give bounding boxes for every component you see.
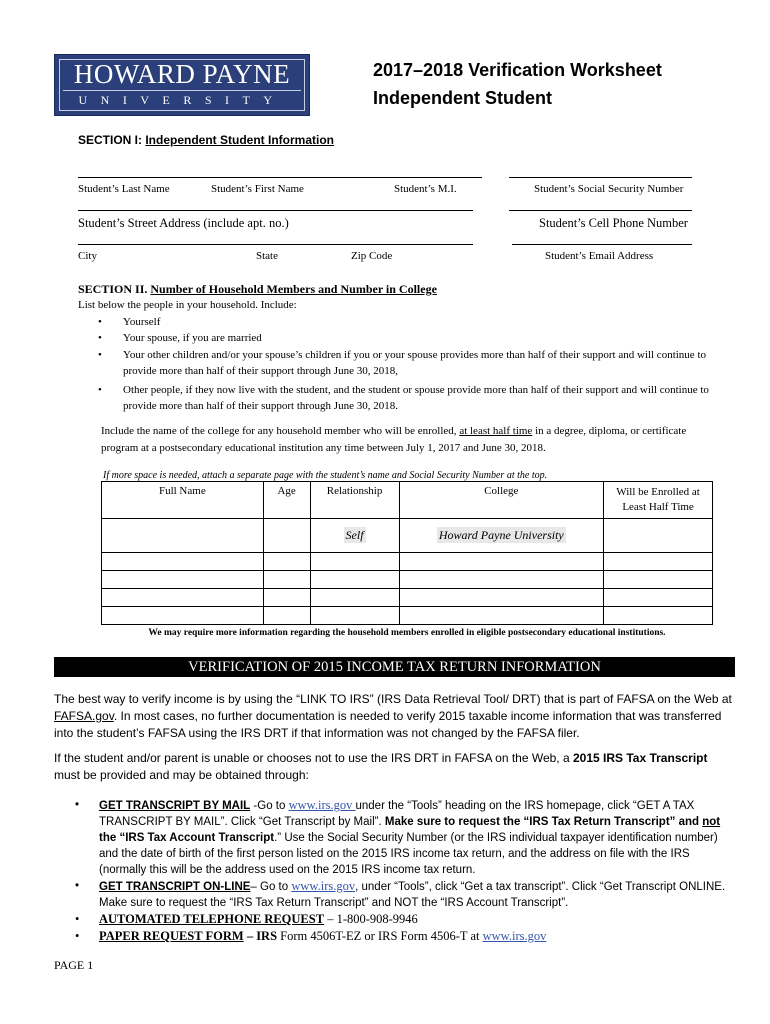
title-line-2: Independent Student <box>373 88 552 108</box>
howard-payne-logo <box>54 54 310 116</box>
cell-full-name[interactable] <box>102 589 264 607</box>
mail-text-c: .” Use the Social Security Number (or the IRS individual taxpayer identification number) and the date of birth of the first person listed on the 2015 IRS income tax return, and the address on file with the IRS (normally this will be the address used on the 2015 IRS income tax return. <box>99 832 718 876</box>
section-1-prefix: SECTION I: <box>78 133 146 147</box>
self-text: Self <box>345 528 364 542</box>
cell-college[interactable] <box>399 589 604 607</box>
cell-age[interactable] <box>263 571 310 589</box>
cell-relationship[interactable] <box>310 589 399 607</box>
last-first-mi-line[interactable] <box>78 177 482 178</box>
cell-label: Student’s Cell Phone Number <box>539 216 688 230</box>
cell-full-name[interactable] <box>102 607 264 625</box>
college-note <box>101 423 716 456</box>
email-label: Student’s Email Address <box>545 250 654 262</box>
section-1-heading <box>78 133 334 147</box>
household-intro: List below the people in your household. Include: <box>78 299 297 311</box>
cell-age[interactable] <box>263 607 310 625</box>
header-full-name: Full Name <box>102 482 264 519</box>
option-paper <box>54 928 734 945</box>
paragraph-transcript <box>54 750 734 784</box>
online-text-b: , under “Tools”, click “Get a tax transcript”. Click “Get Transcript ONLINE. Make sure to request the “IRS Tax Return Transcript” and NOT the “IRS Account Transcript”. <box>99 881 726 909</box>
table-row <box>102 589 713 607</box>
cell-enrolled[interactable] <box>604 519 713 553</box>
header-college: College <box>399 482 604 519</box>
irs-link-paper[interactable]: www.irs.gov <box>482 929 547 943</box>
city-label: City <box>78 250 97 262</box>
bullet-spouse: • Your spouse, if you are married <box>78 330 738 347</box>
mail-bold-2: the “IRS Tax Account Transcript <box>99 832 275 844</box>
online-label: GET TRANSCRIPT ON-LINE <box>99 881 251 893</box>
mail-label: GET TRANSCRIPT BY MAIL <box>99 800 251 812</box>
cell-relationship[interactable] <box>310 607 399 625</box>
phone-label: AUTOMATED TELEPHONE REQUEST <box>99 912 325 926</box>
p2-text-a: If the student and/or parent is unable or chooses not to use the IRS DRT in FAFSA on the Web, a <box>54 751 573 765</box>
paragraph-drt <box>54 691 734 742</box>
p1-text-b: . In most cases, no further documentation is needed to verify 2015 taxable income information that was transferred into the student’s FAFSA using the IRS DRT if that information was not changed by the FAFSA filer. <box>54 709 722 740</box>
p2-transcript-bold: 2015 IRS Tax Transcript <box>572 751 708 765</box>
cell-age[interactable] <box>263 589 310 607</box>
table-row <box>102 519 713 553</box>
page-number: PAGE 1 <box>54 958 94 972</box>
cell-line[interactable] <box>509 210 692 211</box>
household-table <box>101 481 713 625</box>
state-label: State <box>256 250 278 262</box>
cell-college[interactable] <box>399 553 604 571</box>
ssn-label: Student’s Social Security Number <box>534 183 684 195</box>
section-2-prefix: SECTION II. <box>78 282 151 296</box>
bullet-yourself: • Yourself <box>78 314 738 331</box>
last-name-label: Student’s Last Name <box>78 183 170 195</box>
cell-enrolled[interactable] <box>604 553 713 571</box>
worksheet-title <box>373 56 662 112</box>
cell-full-name[interactable] <box>102 571 264 589</box>
online-text-a: – Go to <box>250 881 292 893</box>
mail-text-a: -Go to <box>250 800 289 812</box>
header-enrolled: Will be Enrolled at Least Half Time <box>604 482 713 519</box>
option-online <box>54 878 734 911</box>
p1-text-a: The best way to verify income is by using the “LINK TO IRS” (IRS Data Retrieval Tool/ DRT) that is part of FAFSA on the Web at <box>54 692 732 706</box>
cell-college-hpu <box>399 519 604 553</box>
table-row <box>102 553 713 571</box>
cell-full-name[interactable] <box>102 553 264 571</box>
table-row <box>102 571 713 589</box>
cell-relationship-self <box>310 519 399 553</box>
logo-subtitle: UNIVERSITY <box>78 93 286 107</box>
bullet-children: • Your other children and/or your spouse’s children if you or your spouse provides more than half of their support and will continue to provide more than half of their support through June 30, 2018, <box>78 347 738 380</box>
zip-label: Zip Code <box>351 250 393 262</box>
paper-dash: – <box>243 929 257 943</box>
cell-relationship[interactable] <box>310 571 399 589</box>
cell-age[interactable] <box>263 519 310 553</box>
p2-text-c: must be provided and may be obtained through: <box>54 768 309 782</box>
mail-bold-1: Make sure to request the “IRS Tax Return Transcript” and <box>384 816 703 828</box>
college-note-half-time: at least half time <box>459 425 533 437</box>
section-2-heading <box>78 282 437 297</box>
email-line[interactable] <box>512 244 692 245</box>
cell-enrolled[interactable] <box>604 607 713 625</box>
college-note-text-b: in a degree, diploma, or certificate program at a postsecondary educational institution any time between July 1, 2017 and June 30, 2018. <box>101 425 687 454</box>
table-header-row <box>102 482 713 519</box>
college-note-text-a: Include the name of the college for any household member who will be enrolled, <box>101 425 460 437</box>
household-instructions <box>78 297 738 415</box>
option-mail <box>54 797 734 878</box>
cell-age[interactable] <box>263 553 310 571</box>
table-footnote: We may require more information regarding the household members enrolled in eligible postsecondary educational institutions. <box>148 628 666 638</box>
title-line-1: 2017–2018 Verification Worksheet <box>373 60 662 80</box>
mail-text-b: under the “Tools” heading on the IRS homepage, click “GET A TAX TRANSCRIPT BY MAIL”. Click “Get Transcript by Mail”. <box>99 800 695 828</box>
first-name-label: Student’s First Name <box>211 183 304 195</box>
city-state-zip-line[interactable] <box>78 244 473 245</box>
cell-college[interactable] <box>399 607 604 625</box>
cell-enrolled[interactable] <box>604 571 713 589</box>
fafsa-link[interactable]: FAFSA.gov <box>54 709 114 723</box>
logo-name: HOWARD PAYNE <box>73 59 291 89</box>
bullet-other-people: • Other people, if they now live with the student, and the student or spouse provide more than half of their support and will continue to provide more than half of their support through June 30, 2018. <box>78 382 738 415</box>
header-age: Age <box>263 482 310 519</box>
table-row <box>102 607 713 625</box>
cell-full-name[interactable] <box>102 519 264 553</box>
section-1-title: Independent Student Information <box>145 133 334 147</box>
irs-link-online[interactable]: www.irs.gov <box>291 879 356 893</box>
hpu-text: Howard Payne University <box>438 528 564 542</box>
section-2-title: Number of Household Members and Number in College <box>150 282 437 296</box>
address-label: Student’s Street Address (include apt. no.) <box>78 216 289 230</box>
cell-enrolled[interactable] <box>604 589 713 607</box>
address-line[interactable] <box>78 210 473 211</box>
irs-link-mail[interactable]: www.irs.gov <box>288 798 356 812</box>
verification-banner: VERIFICATION OF 2015 INCOME TAX RETURN INFORMATION <box>54 657 735 677</box>
phone-number: – 1-800-908-9946 <box>324 912 418 926</box>
transcript-options-list <box>54 797 734 945</box>
paper-label: PAPER REQUEST FORM <box>99 929 244 943</box>
option-phone <box>54 911 734 928</box>
household-bullets <box>78 314 738 415</box>
paper-text: Form 4506T-EZ or IRS Form 4506-T at <box>277 929 483 943</box>
header-relationship: Relationship <box>310 482 399 519</box>
space-note: If more space is needed, attach a separate page with the student’s name and Social Security Number at the top. <box>103 470 548 481</box>
paper-irs: IRS <box>256 929 278 943</box>
cell-relationship[interactable] <box>310 553 399 571</box>
cell-college[interactable] <box>399 571 604 589</box>
transcript-options <box>54 797 734 945</box>
ssn-line[interactable] <box>509 177 692 178</box>
mail-not: not <box>702 816 721 828</box>
mi-label: Student’s M.I. <box>394 183 457 195</box>
